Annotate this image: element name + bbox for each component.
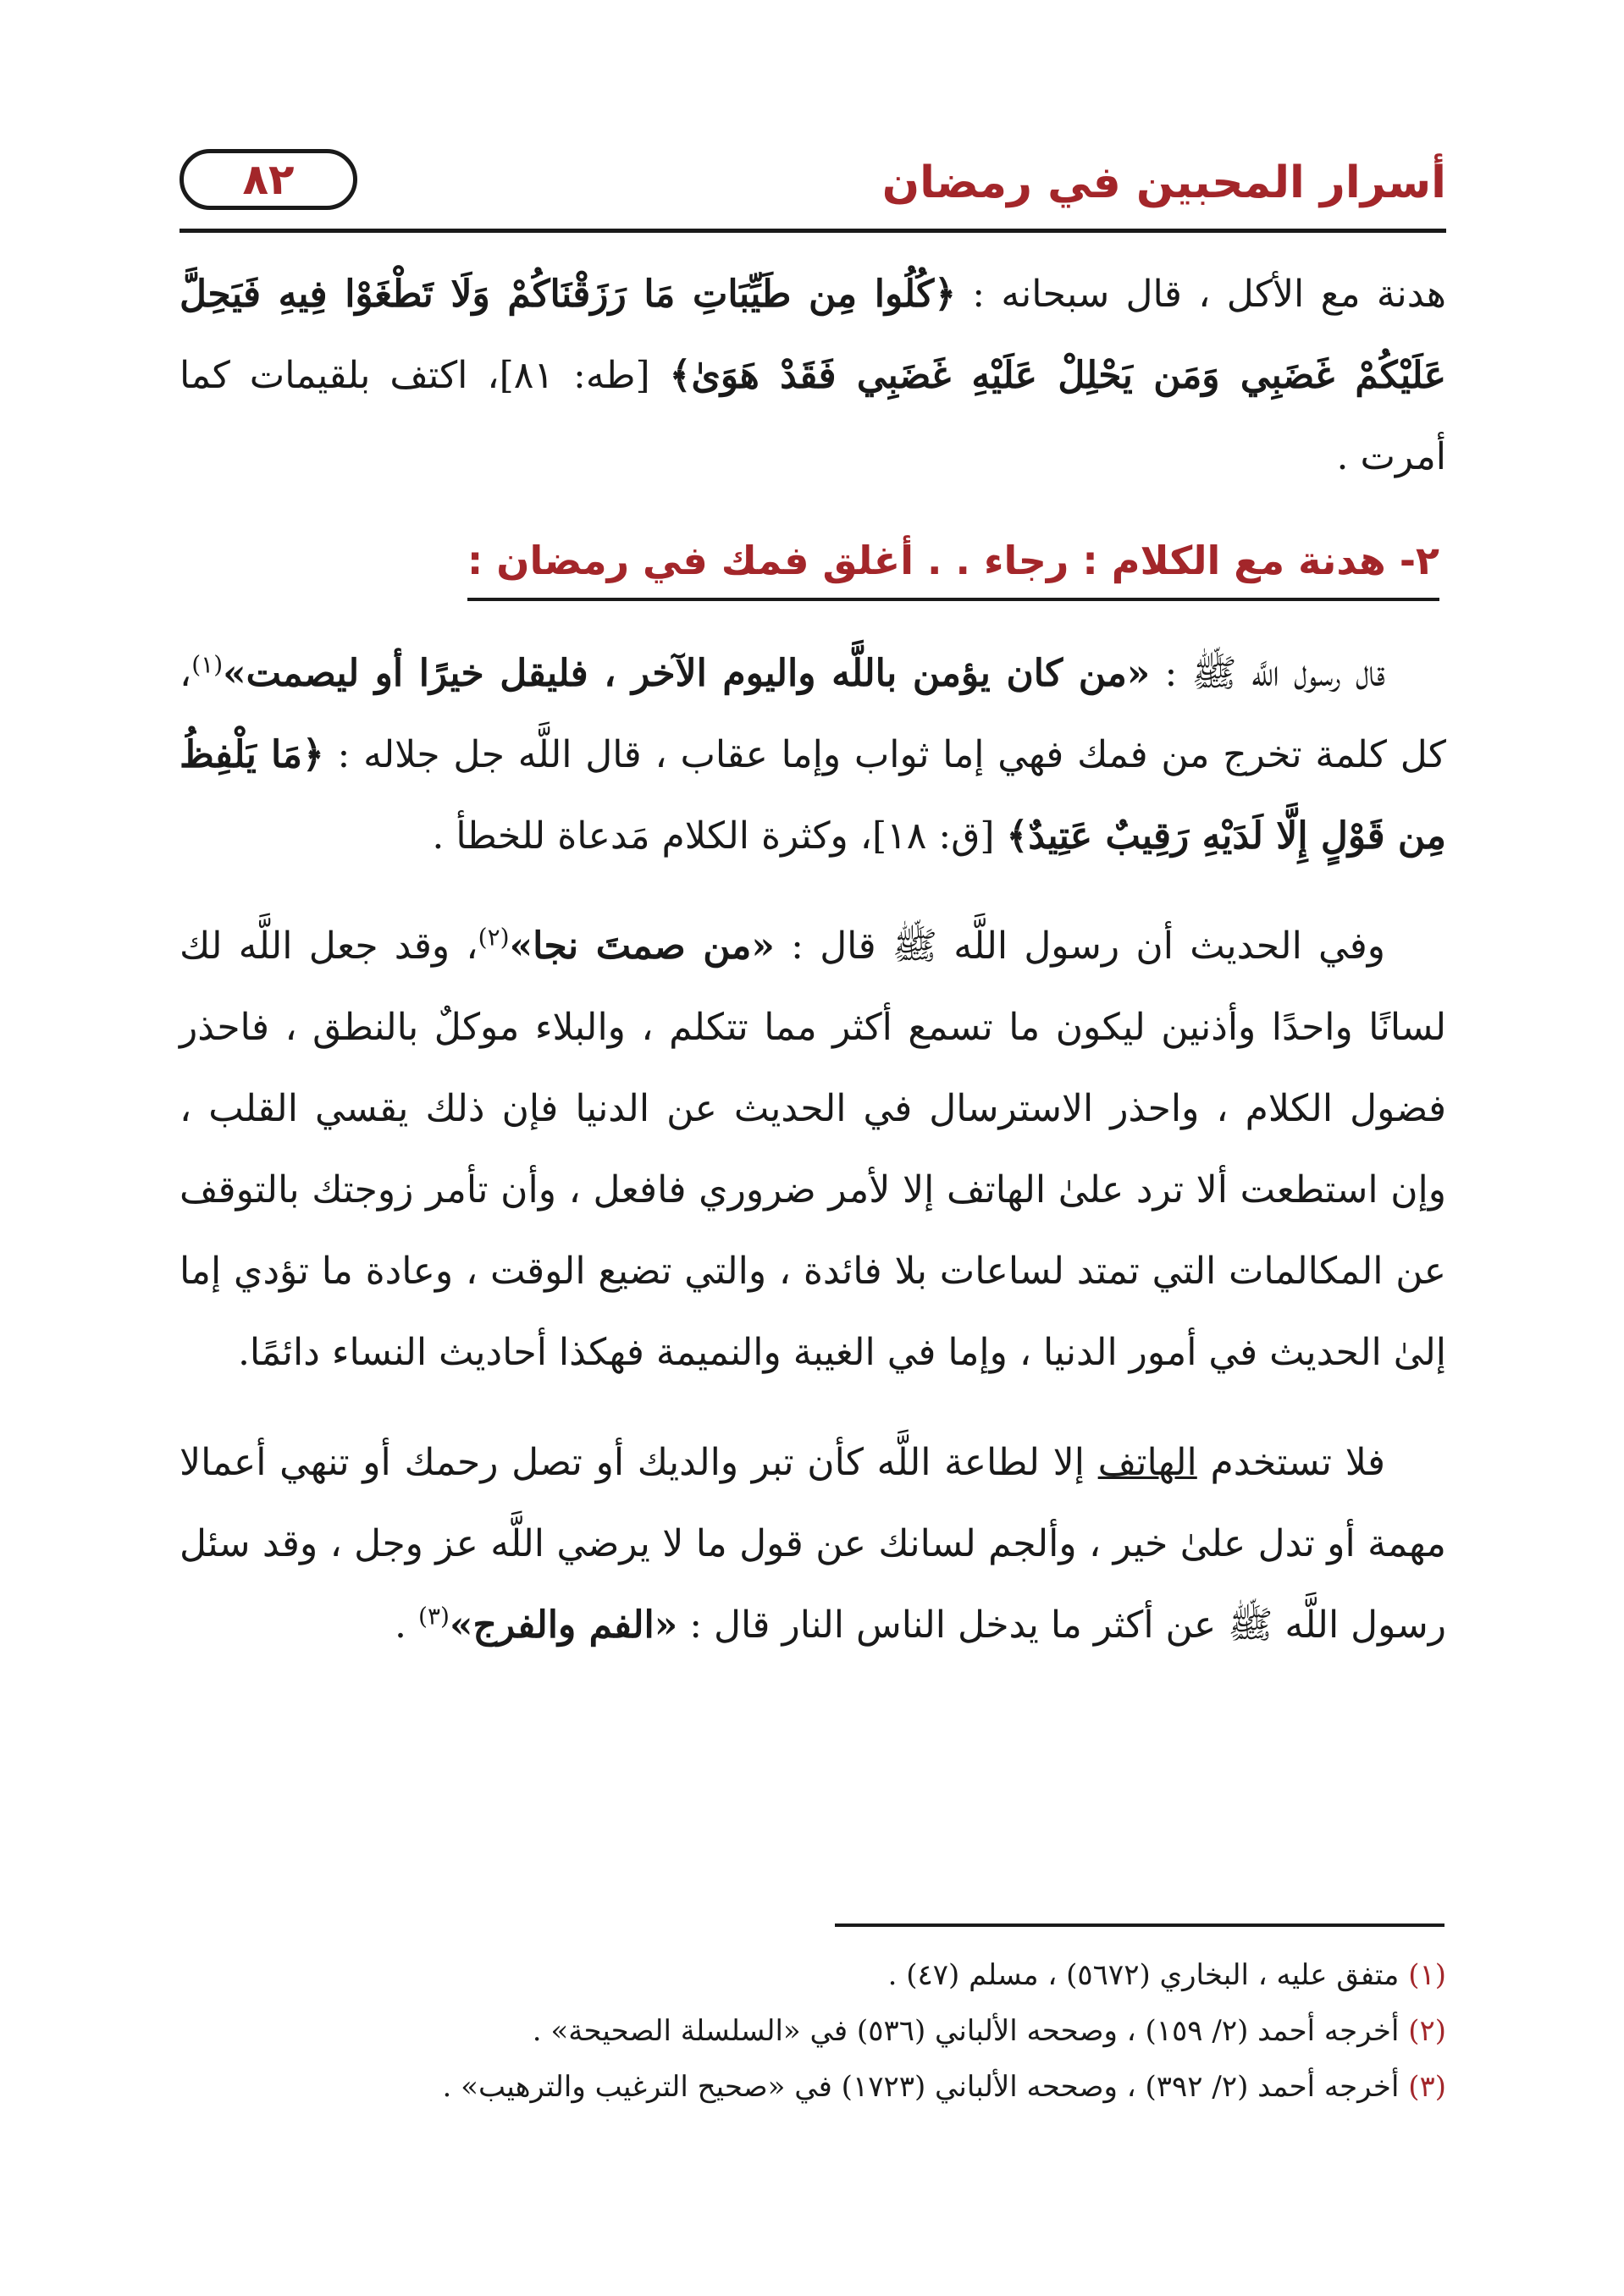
footnote-rule: [835, 1923, 1444, 1927]
paragraph-1-text-b: [طه: ٨١]، اكتف بلقيمات كما أمرت .: [180, 354, 1446, 478]
footnote-text: متفق عليه ، البخاري (٥٦٧٢) ، مسلم (٤٧) .: [887, 1958, 1409, 1992]
quran-verse-qaf: ﴿مَا يَلْفِظُ مِن قَوْلٍ إِلَّا لَدَيْهِ رَقِيبٌ عَتِيدٌ﴾: [180, 733, 1446, 858]
section-heading: ٢- هدنة مع الكلام : رجاء . . أغلق فمك في رمضان :: [467, 527, 1439, 601]
paragraph-1-text-a: هدنة مع الأكل ، قال سبحانه :: [955, 273, 1447, 316]
paragraph-4-text-a: فلا تستخدم: [1196, 1441, 1385, 1484]
footnote-1: [180, 1947, 1446, 2003]
footnote-ref-3: (٣): [418, 1602, 450, 1631]
header-rule: [180, 229, 1446, 233]
paragraph-4-text-c: .: [395, 1603, 419, 1647]
footnotes: [180, 1947, 1446, 2115]
underlined-word: الهاتف: [1097, 1441, 1197, 1484]
paragraph-1: [180, 254, 1446, 498]
paragraph-4: [180, 1422, 1446, 1666]
footnote-number: (١): [1408, 1958, 1446, 1992]
page-header: [180, 149, 1446, 234]
footnote-number: (٣): [1408, 2070, 1446, 2104]
footnote-ref-2: (٢): [478, 923, 510, 952]
running-title: أسرار المحبين في رمضان: [881, 157, 1446, 208]
paragraph-3: [180, 906, 1446, 1394]
paragraph-3-text-a: وفي الحديث أن رسول اللَّه ﷺ قال :: [774, 924, 1386, 968]
paragraph-4-text-b: إلا لطاعة اللَّه كأن تبر والديك أو تصل رحمك أو تنهي أعمالا مهمة أو تدل علىٰ خير ، وألجم لسانك عن قول ما لا يرضي اللَّه عز وجل ، وقد سئل رسول اللَّه ﷺ عن أكثر ما يدخل الناس النار قال :: [180, 1441, 1446, 1647]
paragraph-3-text-b: ، وقد جعل اللَّه لك لسانًا واحدًا وأذنين ليكون ما تسمع أكثر مما تتكلم ، والبلاء موكلٌ بالنطق ، فاحذر فضول الكلام ، واحذر الاسترسال في الحديث عن الدنيا فإن ذلك يقسي القلب ، وإن استطعت ألا ترد علىٰ الهاتف إلا لأمر ضروري فافعل ، وأن تأمر زوجتك بالتوقف عن المكالمات التي تمتد لساعات بلا فائدة ، والتي تضيع الوقت ، وعادة ما تؤدي إما إلىٰ الحديث في أمور الدنيا ، وإما في الغيبة والنميمة فهكذا أحاديث النساء دائمًا.: [180, 924, 1446, 1374]
footnote-3: [180, 2059, 1446, 2115]
paragraph-2-text-b: ، كل كلمة تخرج من فمك فهي إما ثواب وإما عقاب ، قال اللَّه جل جلاله :: [180, 652, 1446, 776]
paragraph-2: [180, 633, 1446, 877]
page-number: ٨٢: [180, 149, 357, 210]
footnote-text: أخرجه أحمد (٢/ ١٥٩) ، وصححه الألباني (٥٣٦) في «السلسلة الصحيحة» .: [532, 2014, 1409, 2048]
hadith-quote-1: «من كان يؤمن باللَّه واليوم الآخر ، فليقل خيرًا أو ليصمت»: [223, 652, 1151, 695]
footnote-text: أخرجه أحمد (٢/ ٣٩٢) ، وصححه الألباني (١٧٢٣) في «صحيح الترغيب والترهيب» .: [442, 2070, 1409, 2104]
quran-verse-taha: ﴿كُلُوا مِن طَيِّبَاتِ مَا رَزَقْنَاكُمْ وَلَا تَطْغَوْا فِيهِ فَيَحِلَّ عَلَيْكُمْ غَضَبِي وَمَن يَحْلِلْ عَلَيْهِ غَضَبِي فَقَدْ هَوَىٰ﴾: [180, 273, 1446, 397]
hadith-quote-2: «من صمتَ نجا»: [509, 924, 775, 968]
footnote-ref-1: (١): [191, 650, 224, 679]
paragraph-2-text-a: قال رسول اللَّه ﷺ :: [1150, 652, 1385, 695]
footnote-2: [180, 2003, 1446, 2059]
hadith-quote-3: «الفم والفرج»: [449, 1603, 678, 1647]
footnote-number: (٢): [1408, 2014, 1446, 2048]
body-text: [180, 254, 1446, 1695]
paragraph-2-text-c: [ق: ١٨]، وكثرة الكلام مَدعاة للخطأ .: [432, 814, 1007, 858]
